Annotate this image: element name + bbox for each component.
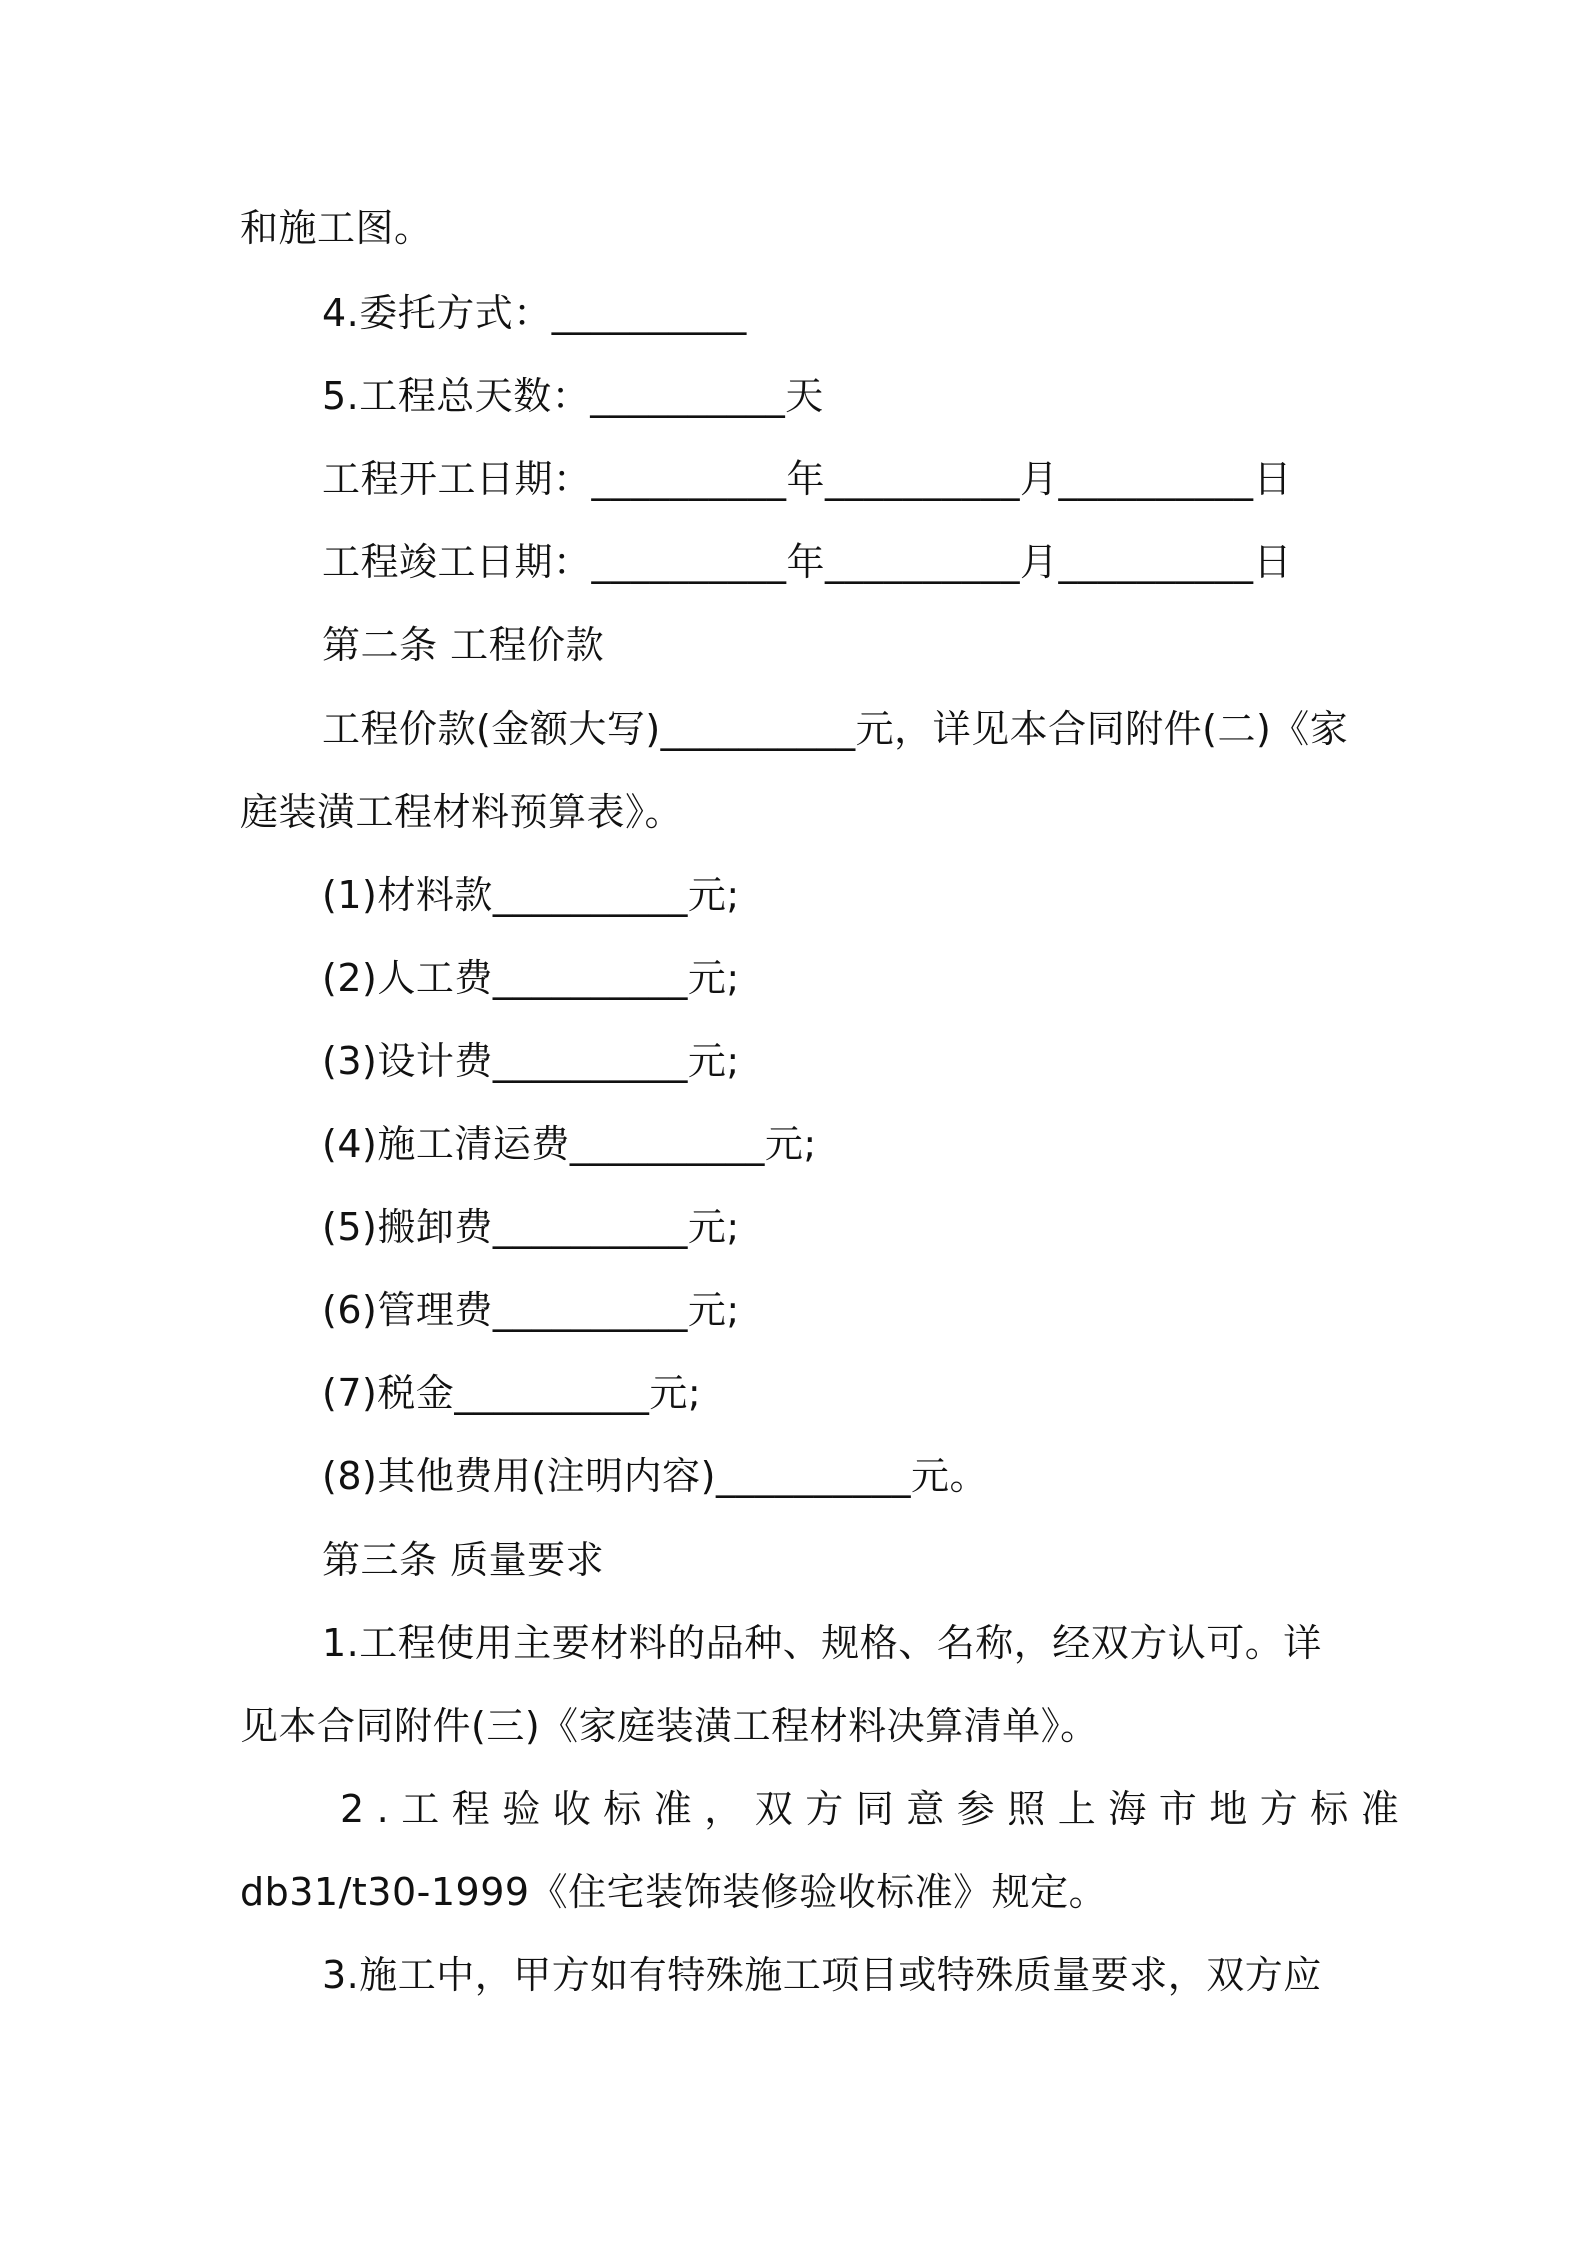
text-line: 工程开工日期：__________年__________月__________日 bbox=[322, 457, 1293, 501]
text-line: 2.工程验收标准，双方同意参照上海市地方标准 bbox=[340, 1787, 1412, 1831]
text-line: 1.工程使用主要材料的品种、规格、名称，经双方认可。详 bbox=[322, 1621, 1322, 1665]
text-line: (1)材料款__________元; bbox=[322, 873, 740, 917]
text-line: (3)设计费__________元; bbox=[322, 1039, 740, 1083]
text-line: db31/t30-1999《住宅装饰装修验收标准》规定。 bbox=[240, 1870, 1108, 1914]
text-line: (5)搬卸费__________元; bbox=[322, 1205, 740, 1249]
text-line: 见本合同附件(三)《家庭装潢工程材料决算清单》。 bbox=[240, 1704, 1099, 1748]
text-line: 5.工程总天数：__________天 bbox=[322, 374, 824, 418]
text-line: (8)其他费用(注明内容)__________元。 bbox=[322, 1454, 988, 1498]
text-line: (6)管理费__________元; bbox=[322, 1288, 740, 1332]
text-line: 3.施工中，甲方如有特殊施工项目或特殊质量要求，双方应 bbox=[322, 1953, 1322, 1997]
text-line: 工程价款(金额大写)__________元，详见本合同附件(二)《家 bbox=[322, 707, 1349, 751]
section-heading: 第三条 质量要求 bbox=[322, 1538, 605, 1582]
text-line: 庭装潢工程材料预算表》。 bbox=[240, 790, 684, 834]
text-line: 4.委托方式：__________ bbox=[322, 291, 747, 335]
section-heading: 第二条 工程价款 bbox=[322, 623, 605, 667]
text-line: (4)施工清运费__________元; bbox=[322, 1122, 817, 1166]
text-line: (2)人工费__________元; bbox=[322, 956, 740, 1000]
text-line: 工程竣工日期：__________年__________月__________日 bbox=[322, 540, 1293, 584]
text-line: (7)税金__________元; bbox=[322, 1371, 702, 1415]
text-line: 和施工图。 bbox=[240, 206, 433, 250]
